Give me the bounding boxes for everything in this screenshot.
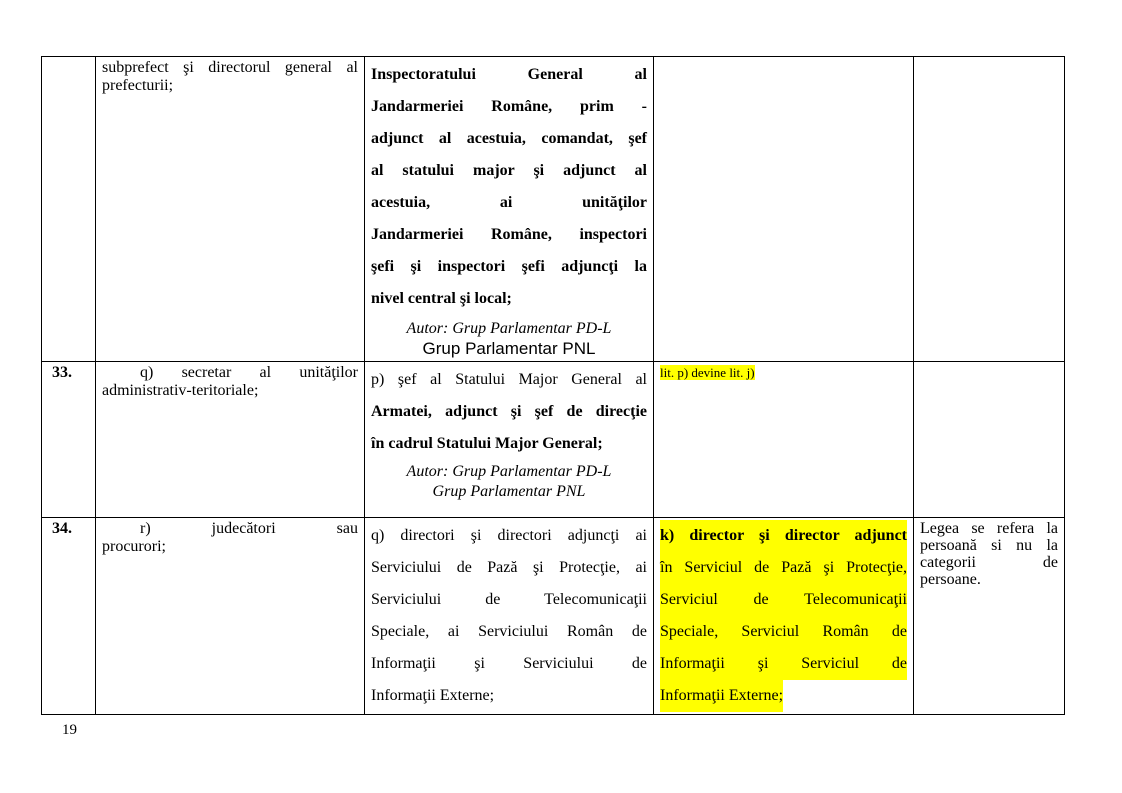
amendment-line: acestuia, ai unităţilor — [371, 194, 647, 211]
amendment-cell — [365, 362, 654, 518]
reason-cell — [914, 57, 1065, 362]
amendment-line: al statului major şi adjunct al — [371, 162, 647, 179]
initial-text-cell — [96, 518, 365, 715]
table-row — [42, 362, 1065, 518]
amendment-line: Jandarmeriei Române, prim - — [371, 98, 647, 115]
amendment-line: q) directori şi directori adjuncţi ai — [371, 527, 647, 544]
table-row — [42, 518, 1065, 715]
commission-text-cell — [654, 518, 914, 715]
amendment-author: Autor: Grup Parlamentar PD-L — [406, 320, 612, 337]
amendment-line: nivel central şi local; — [371, 290, 512, 307]
commission-line: în Serviciul de Pază şi Protecţie, — [660, 552, 907, 584]
initial-text-line: q) secretar al unităţilor — [140, 364, 358, 381]
commission-note: lit. p) devine lit. j) — [660, 365, 755, 380]
amendment-line: Inspectoratului General al — [371, 66, 647, 83]
commission-text-cell — [654, 362, 914, 518]
amendment-line: Speciale, ai Serviciului Român de — [371, 623, 647, 640]
amendment-cell — [365, 57, 654, 362]
commission-line: Serviciul de Telecomunicaţii — [660, 584, 907, 616]
reason-cell: Legea se refera la persoană si nu la categorii de persoane. — [914, 518, 1065, 715]
table-row — [42, 57, 1065, 362]
initial-text-line: administrativ-teritoriale; — [102, 382, 259, 399]
amendment-line: Serviciului de Telecomunicaţii — [371, 591, 647, 608]
page-number: 19 — [62, 722, 77, 738]
commission-text-cell — [654, 57, 914, 362]
amendment-line: în cadrul Statului Major General; — [371, 435, 603, 452]
amendment-line: Jandarmeriei Române, inspectori — [371, 226, 647, 243]
amendment-author: Grup Parlamentar PNL — [432, 483, 586, 500]
initial-text-line: r) judecători sau — [140, 520, 358, 537]
amendment-line: p) şef al Statului Major General al — [371, 371, 647, 388]
amendment-line: Informaţii şi Serviciului de — [371, 655, 647, 672]
amendment-line: adjunct al acestuia, comandat, şef — [371, 130, 647, 147]
row-number: 33. — [42, 362, 96, 518]
comparison-table — [41, 56, 1065, 715]
amendment-cell — [365, 518, 654, 715]
amendment-line: şefi şi inspectori şefi adjuncţi la — [371, 258, 647, 275]
row-number — [42, 57, 96, 362]
initial-text-cell — [96, 362, 365, 518]
commission-line: Speciale, Serviciul Român de — [660, 616, 907, 648]
initial-text-cell: subprefect şi directorul general al prefecturii; — [96, 57, 365, 362]
amendment-line: Informaţii Externe; — [371, 687, 495, 704]
amendment-line: Armatei, adjunct şi şef de direcţie — [371, 403, 647, 420]
reason-cell — [914, 362, 1065, 518]
amendment-line: Serviciului de Pază şi Protecţie, ai — [371, 559, 647, 576]
commission-line: Informaţii Externe; — [660, 680, 783, 712]
initial-text-line: procurori; — [102, 538, 166, 555]
amendment-author: Autor: Grup Parlamentar PD-L — [406, 463, 612, 480]
amendment-author: Grup Parlamentar PNL — [422, 339, 596, 358]
commission-line: Informaţii şi Serviciul de — [660, 648, 907, 680]
row-number: 34. — [42, 518, 96, 715]
commission-line: k) director şi director adjunct — [660, 520, 907, 552]
